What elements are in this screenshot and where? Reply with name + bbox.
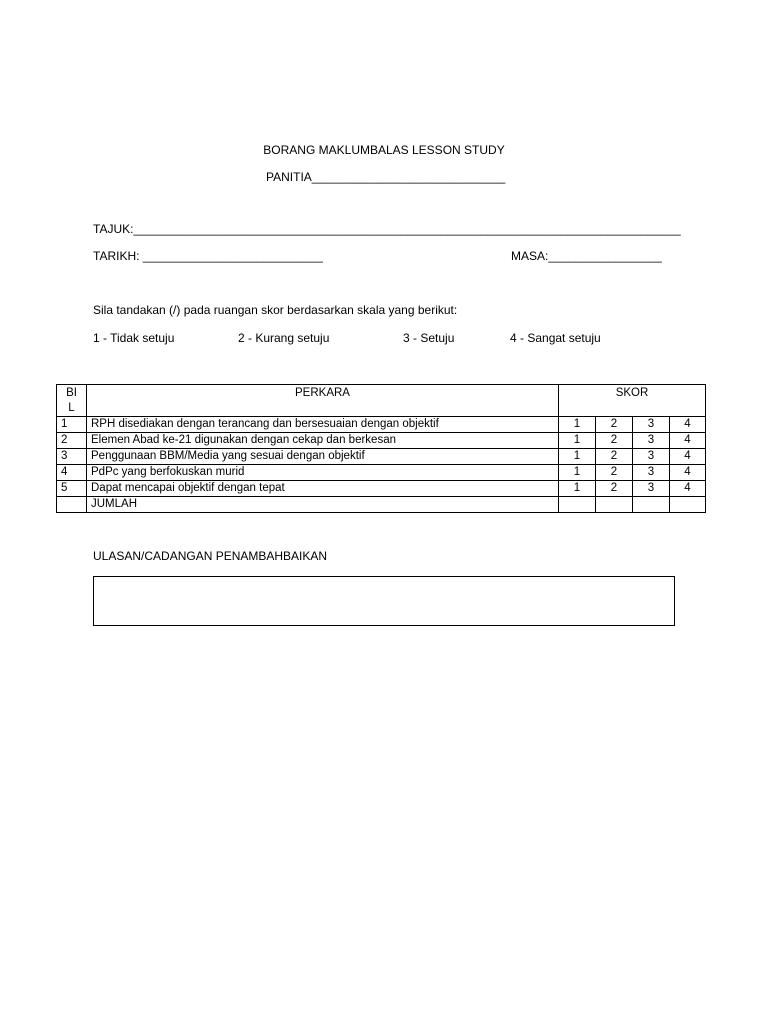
total-cell-4[interactable]	[670, 497, 706, 513]
score-cell-4[interactable]: 4	[670, 433, 706, 449]
total-cell-3[interactable]	[633, 497, 670, 513]
scale-item-4: 4 - Sangat setuju	[510, 331, 601, 345]
row-perkara: PdPc yang berfokuskan murid	[87, 465, 559, 481]
score-cell-4[interactable]: 4	[670, 481, 706, 497]
header-bil-line1: BI	[66, 387, 77, 399]
score-cell-3[interactable]: 3	[633, 433, 670, 449]
score-cell-2[interactable]: 2	[596, 449, 633, 465]
total-cell-1[interactable]	[559, 497, 596, 513]
score-cell-1[interactable]: 1	[559, 465, 596, 481]
score-cell-1[interactable]: 1	[559, 433, 596, 449]
row-perkara: Elemen Abad ke-21 digunakan dengan cekap dan berkesan	[87, 433, 559, 449]
score-cell-1[interactable]: 1	[559, 481, 596, 497]
tajuk-field[interactable]: TAJUK:__________________________________________________________________________________	[93, 222, 681, 236]
total-row	[57, 497, 706, 513]
score-cell-3[interactable]: 3	[633, 465, 670, 481]
header-bil-line2: L	[68, 402, 75, 414]
score-cell-2[interactable]: 2	[596, 433, 633, 449]
score-cell-3[interactable]: 3	[633, 481, 670, 497]
row-perkara: Dapat mencapai objektif dengan tepat	[87, 481, 559, 497]
table-row	[57, 433, 706, 449]
row-perkara: Penggunaan BBM/Media yang sesuai dengan objektif	[87, 449, 559, 465]
score-cell-2[interactable]: 2	[596, 481, 633, 497]
score-cell-1[interactable]: 1	[559, 449, 596, 465]
comments-box[interactable]	[93, 576, 675, 626]
table-header-row	[57, 385, 706, 417]
header-skor: SKOR	[559, 385, 706, 417]
score-table	[56, 384, 706, 513]
table-row	[57, 465, 706, 481]
total-cell-2[interactable]	[596, 497, 633, 513]
score-cell-4[interactable]: 4	[670, 449, 706, 465]
total-label: JUMLAH	[87, 497, 559, 513]
instruction-text: Sila tandakan (/) pada ruangan skor berdasarkan skala yang berikut:	[93, 303, 458, 317]
scale-item-3: 3 - Setuju	[403, 331, 455, 345]
comments-label: ULASAN/CADANGAN PENAMBAHBAIKAN	[93, 549, 328, 563]
row-perkara: RPH disediakan dengan terancang dan bersesuaian dengan objektif	[87, 417, 559, 433]
score-cell-4[interactable]: 4	[670, 417, 706, 433]
row-bil: 3	[57, 449, 87, 465]
header-bil	[57, 385, 87, 417]
header-perkara: PERKARA	[87, 385, 559, 417]
row-bil: 4	[57, 465, 87, 481]
score-cell-3[interactable]: 3	[633, 449, 670, 465]
total-bil-cell	[57, 497, 87, 513]
tarikh-field[interactable]: TARIKH: ___________________________	[93, 249, 323, 263]
table-row	[57, 481, 706, 497]
score-cell-1[interactable]: 1	[559, 417, 596, 433]
form-title: BORANG MAKLUMBALAS LESSON STUDY	[263, 143, 505, 157]
panitia-field[interactable]: PANITIA_____________________________	[266, 170, 506, 184]
score-cell-3[interactable]: 3	[633, 417, 670, 433]
row-bil: 1	[57, 417, 87, 433]
masa-field[interactable]: MASA:_________________	[511, 249, 662, 263]
row-bil: 5	[57, 481, 87, 497]
score-cell-4[interactable]: 4	[670, 465, 706, 481]
scale-item-2: 2 - Kurang setuju	[238, 331, 330, 345]
table-row	[57, 449, 706, 465]
score-cell-2[interactable]: 2	[596, 417, 633, 433]
table-row	[57, 417, 706, 433]
score-cell-2[interactable]: 2	[596, 465, 633, 481]
row-bil: 2	[57, 433, 87, 449]
scale-item-1: 1 - Tidak setuju	[93, 331, 175, 345]
